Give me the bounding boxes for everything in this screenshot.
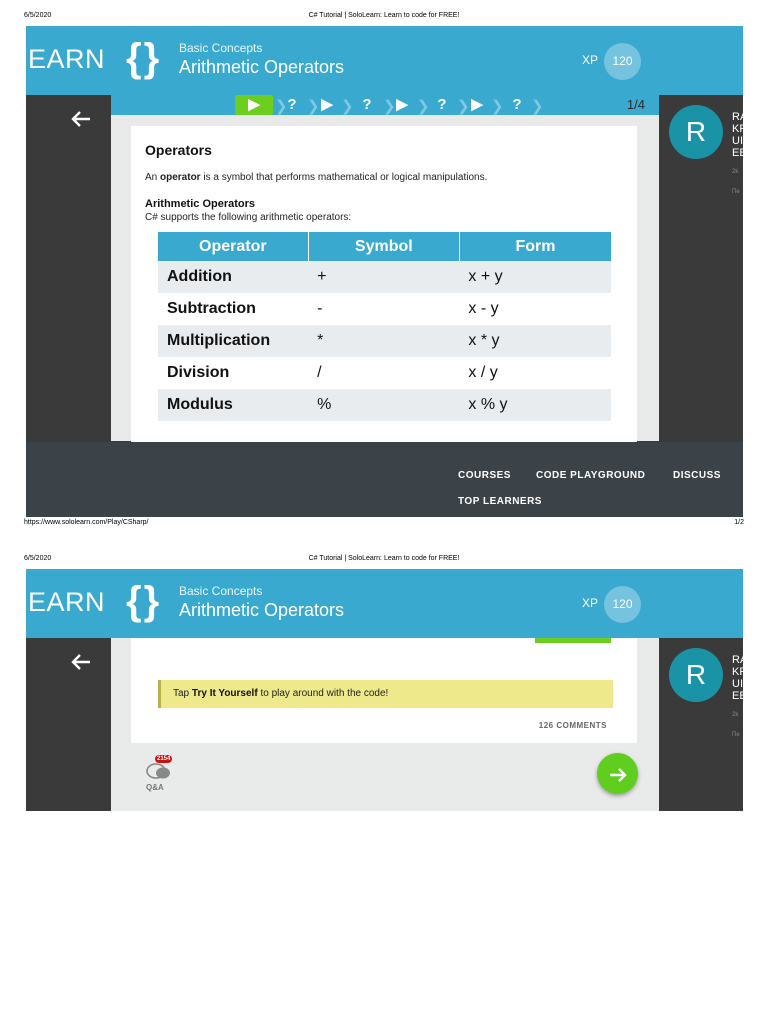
try-it-button-edge[interactable] xyxy=(535,638,611,643)
chevron-right-icon: ❯ xyxy=(275,98,288,115)
progress-step-1[interactable]: ▶ xyxy=(235,95,273,115)
print-url: https://www.sololearn.com/Play/CSharp/ xyxy=(24,519,149,526)
lesson-content-continued xyxy=(111,638,659,811)
lesson-card xyxy=(131,638,637,743)
table-header-cell: Symbol xyxy=(308,232,459,261)
avatar[interactable]: R xyxy=(669,648,723,702)
intro-bold: operator xyxy=(160,172,201,183)
table-row xyxy=(158,357,611,389)
lesson-heading: Operators xyxy=(145,142,212,158)
nav-courses[interactable]: COURSES xyxy=(458,470,511,481)
intro-pre: An xyxy=(145,172,161,183)
table-cell: x + y xyxy=(459,261,611,293)
xp-label: XP xyxy=(582,596,599,610)
intro-post: is a symbol that performs mathematical or logical manipulations. xyxy=(200,172,488,183)
user-name[interactable]: RA KF UI EE xyxy=(732,654,747,702)
table-header-cell: Operator xyxy=(158,232,308,261)
user-sidebar xyxy=(659,638,747,811)
chevron-right-icon: ❯ xyxy=(383,98,396,115)
progress-step-4[interactable]: ? xyxy=(362,96,372,113)
qa-label[interactable]: Q&A xyxy=(146,783,164,792)
print-header-2 xyxy=(0,555,768,569)
table-row xyxy=(158,293,611,325)
page-title: Arithmetic Operators xyxy=(179,600,345,620)
next-button[interactable] xyxy=(597,753,638,794)
chevron-right-icon: ❯ xyxy=(341,98,354,115)
avatar[interactable]: R xyxy=(669,105,723,159)
tip-post: to play around with the code! xyxy=(257,688,389,699)
xp-label: XP xyxy=(582,53,599,67)
top-bar xyxy=(26,26,743,95)
brand-logo[interactable]: EARN xyxy=(28,44,106,74)
breadcrumb-parent[interactable]: Basic Concepts xyxy=(179,584,263,598)
lesson-subtext: C# supports the following arithmetic operators: xyxy=(145,212,352,223)
lesson-subheading: Arithmetic Operators xyxy=(145,198,256,210)
back-arrow-icon[interactable] xyxy=(70,651,92,680)
comments-link[interactable]: 126 COMMENTS xyxy=(538,721,607,730)
progress-count: 1/4 xyxy=(626,97,645,112)
braces-icon: {} xyxy=(126,579,162,623)
print-header xyxy=(0,12,768,26)
nav-top-learners[interactable]: TOP LEARNERS xyxy=(458,496,542,507)
chevron-right-icon: ❯ xyxy=(417,98,430,115)
progress-step-3[interactable]: ▶ xyxy=(321,96,333,113)
table-cell: Modulus xyxy=(158,389,308,421)
table-cell: x - y xyxy=(459,293,611,325)
table-row xyxy=(158,389,611,421)
breadcrumb-parent[interactable]: Basic Concepts xyxy=(179,41,263,55)
print-date: 6/5/2020 xyxy=(24,12,52,19)
user-sidebar xyxy=(659,95,747,442)
operators-table xyxy=(158,232,611,421)
progress-step-2[interactable]: ? xyxy=(287,96,297,113)
nav-code-playground[interactable]: CODE PLAYGROUND xyxy=(536,470,646,481)
lesson-content xyxy=(111,95,659,441)
print-title: C# Tutorial | SoloLearn: Learn to code for FREE! xyxy=(308,555,460,562)
screen-frame-2 xyxy=(26,569,747,811)
table-cell: Subtraction xyxy=(158,293,308,325)
table-header-row xyxy=(158,232,611,261)
user-sub-2: Пе xyxy=(732,189,740,195)
arrow-right-icon xyxy=(608,765,628,785)
user-sub-1: 2k xyxy=(732,712,739,718)
qa-count-badge: 2154 xyxy=(157,756,171,762)
progress-step-6[interactable]: ? xyxy=(437,96,447,113)
chevron-right-icon: ❯ xyxy=(457,98,470,115)
xp-badge[interactable]: 120 xyxy=(604,43,641,80)
xp-badge[interactable]: 120 xyxy=(604,586,641,623)
table-cell: - xyxy=(308,293,459,325)
table-cell: + xyxy=(308,261,459,293)
print-date: 6/5/2020 xyxy=(24,555,52,562)
table-row xyxy=(158,261,611,293)
braces-icon: {} xyxy=(126,36,162,80)
table-cell: Addition xyxy=(158,261,308,293)
table-cell: % xyxy=(308,389,459,421)
page-title: Arithmetic Operators xyxy=(179,57,345,77)
print-title: C# Tutorial | SoloLearn: Learn to code for FREE! xyxy=(308,12,460,19)
table-cell: Division xyxy=(158,357,308,389)
user-name[interactable]: RA KF UI EE xyxy=(732,111,747,159)
back-arrow-icon[interactable] xyxy=(70,108,92,137)
table-cell: Multiplication xyxy=(158,325,308,357)
top-bar xyxy=(26,569,743,638)
brand-logo[interactable]: EARN xyxy=(28,587,106,617)
chevron-right-icon: ❯ xyxy=(531,98,544,115)
print-page-number: 1/2 xyxy=(734,519,744,526)
progress-step-8[interactable]: ? xyxy=(512,96,522,113)
footer-nav xyxy=(26,442,743,517)
table-row xyxy=(158,325,611,357)
progress-step-5[interactable]: ▶ xyxy=(396,96,408,113)
table-cell: x * y xyxy=(459,325,611,357)
lesson-card xyxy=(131,126,637,456)
user-sub-1: 2k xyxy=(732,169,739,175)
chevron-right-icon: ❯ xyxy=(491,98,504,115)
progress-step-7[interactable]: ▶ xyxy=(471,96,483,113)
tip-text xyxy=(173,688,388,699)
tip-box xyxy=(158,680,613,708)
table-cell: * xyxy=(308,325,459,357)
lesson-intro xyxy=(145,172,487,183)
tip-bold: Try It Yourself xyxy=(191,688,258,699)
table-cell: x % y xyxy=(459,389,611,421)
chevron-right-icon: ❯ xyxy=(307,98,320,115)
table-cell: / xyxy=(308,357,459,389)
tip-pre: Tap xyxy=(173,688,192,699)
table-header-cell: Form xyxy=(459,232,611,261)
table-cell: x / y xyxy=(459,357,611,389)
nav-discuss[interactable]: DISCUSS xyxy=(673,470,721,481)
lesson-progress xyxy=(111,95,659,115)
user-sub-2: Пе xyxy=(732,732,740,738)
screen-frame-1 xyxy=(26,26,747,517)
